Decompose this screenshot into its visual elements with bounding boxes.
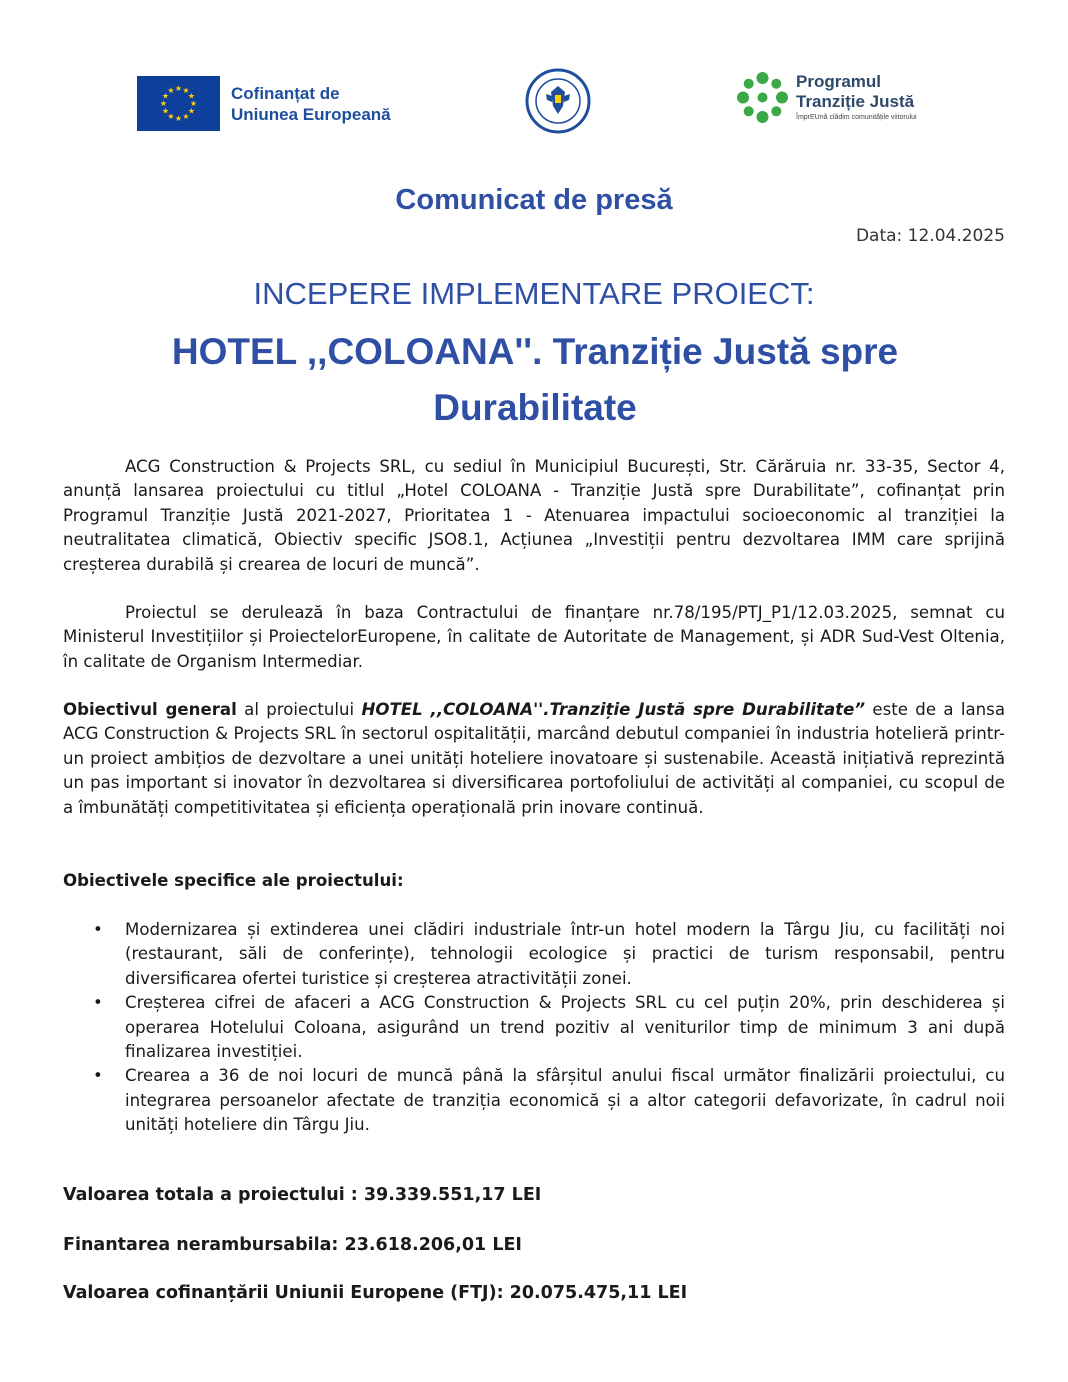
project-name-italic-b: Tranziție Justă spre Durabilitate” bbox=[549, 700, 866, 719]
objective-text: Crearea a 36 de noi locuri de muncă până la sfârșitul anului fiscal următor finalizării proiectului, cu integrarea persoanelor afectate de tranziția economică și a altor categorii defavorizate, în cadrul noii unități hoteliere din Târgu Jiu. bbox=[125, 1066, 1005, 1135]
general-objective-text-b: este de a lansa ACG Construction & Projects SRL în sectorul ospitalității, marcând debutul companiei în industria hotelieră printr-un proiect ambițios de dezvoltare a unei unități hoteliere inovatoare și sustenabile. Această inițiativă reprezintă un pas important si inovator în dezvoltarea si diversificarea portofoliului de activități al companiei, cu scopul de a îmbunătăți competitivitatea și eficiența operațională prin inovare continuă. bbox=[63, 700, 1005, 817]
header-logos bbox=[0, 68, 1068, 138]
paragraph-general-objective bbox=[63, 698, 1005, 820]
ptj-text-line2: Tranziție Justă bbox=[796, 92, 915, 111]
ptj-text-line1: Programul bbox=[796, 72, 882, 91]
svg-text:★: ★ bbox=[174, 114, 183, 123]
list-item bbox=[63, 918, 1005, 991]
svg-text:★: ★ bbox=[189, 99, 198, 108]
ptj-tagline: ÎmprEUnă clădim comunitățile viitorului bbox=[796, 114, 917, 121]
objective-text: Creșterea cifrei de afaceri a ACG Construction & Projects SRL cu cel puțin 20%, prin deschiderea și operarea Hotelului Coloana, asigurând un trend pozitiv al veniturilor timp de minimum 3 ani după finalizarea investiției. bbox=[125, 993, 1005, 1062]
list-item bbox=[63, 1064, 1005, 1137]
svg-text:★: ★ bbox=[182, 112, 190, 121]
eu-text-line2: Uniunea Europeană bbox=[231, 104, 391, 124]
objective-text: Modernizarea și extinderea unei clădiri industriale într-un hotel modern la Târgu Jiu, cu facilități noi (restaurant, săli de conferințe), tehnologii ecologice și practici de turism responsabil, pentru diversificarea ofertei turistice și creșterea atractivității zonei. bbox=[125, 920, 1005, 988]
ptj-flower-icon bbox=[735, 70, 790, 125]
release-date: Data: 12.04.2025 bbox=[855, 226, 1005, 246]
general-objective-label: Obiectivul general bbox=[63, 700, 237, 719]
svg-text:★: ★ bbox=[161, 106, 170, 116]
total-project-value: Valoarea totala a proiectului : 39.339.551,17 LEI bbox=[63, 1185, 542, 1205]
nonrefundable-financing: Finantarea nerambursabila: 23.618.206,01 LEI bbox=[63, 1235, 522, 1255]
svg-text:★: ★ bbox=[174, 84, 183, 93]
bullet-icon: • bbox=[93, 1066, 103, 1086]
list-item bbox=[63, 991, 1005, 1064]
svg-text:★: ★ bbox=[187, 91, 196, 101]
eu-flag-icon bbox=[137, 76, 220, 131]
ptj-logo bbox=[735, 70, 917, 125]
svg-text:★: ★ bbox=[167, 86, 175, 95]
eu-cofinancing-logo bbox=[137, 76, 391, 131]
general-objective-text-a: al proiectului bbox=[236, 700, 362, 719]
bullet-icon: • bbox=[93, 920, 103, 939]
bullet-icon: • bbox=[93, 993, 103, 1013]
romanian-government-seal-icon bbox=[525, 68, 591, 134]
svg-text:★: ★ bbox=[159, 99, 168, 108]
headline-project-title: HOTEL ,,COLOANA''. Tranziție Justă spre Durabilitate bbox=[171, 331, 899, 428]
specific-objectives-heading: Obiectivele specifice ale proiectului: bbox=[63, 871, 404, 890]
eu-cofinancing-value: Valoarea cofinanțării Uniunii Europene (FTJ): 20.075.475,11 LEI bbox=[63, 1283, 688, 1303]
svg-text:★: ★ bbox=[161, 91, 170, 101]
svg-text:★: ★ bbox=[167, 112, 175, 121]
paragraph-contract: Proiectul se derulează în baza Contractului de finanțare nr.78/195/PTJ_P1/12.03.2025, semnat cu Ministerul Investițiilor și ProiectelorEuropene, în calitate de Autoritate de Management, și ADR Sud-Vest Oltenia, în calitate de Organism Intermediar. bbox=[63, 603, 1005, 671]
svg-text:★: ★ bbox=[182, 86, 190, 95]
paragraph-intro: ACG Construction & Projects SRL, cu sediul în Municipiul București, Str. Cărăruia nr. 33-35, Sector 4, anunță lansarea proiectului cu titlul „Hotel COLOANA - Tranziție Justă spre Durabilitate”, cofinanțat prin Programul Tranziție Justă 2021-2027, Prioritatea 1 - Atenuarea impactului socioeconomic al tranziției la neutralitatea climatică, Obiectiv specific JSO8.1, Acțiunea „Investiții pentru dezvoltarea IMM care sprijină creșterea durabilă și crearea de locuri de muncă”. bbox=[63, 457, 1005, 574]
headline-line1: INCEPERE IMPLEMENTARE PROIECT: bbox=[253, 276, 815, 311]
eu-text-line1: Cofinanțat de bbox=[231, 83, 340, 103]
svg-text:★: ★ bbox=[187, 106, 196, 116]
document-title: Comunicat de presă bbox=[395, 184, 673, 216]
project-name-italic-a: HOTEL ,,COLOANA''. bbox=[361, 700, 550, 719]
specific-objectives-list bbox=[63, 918, 1005, 1138]
